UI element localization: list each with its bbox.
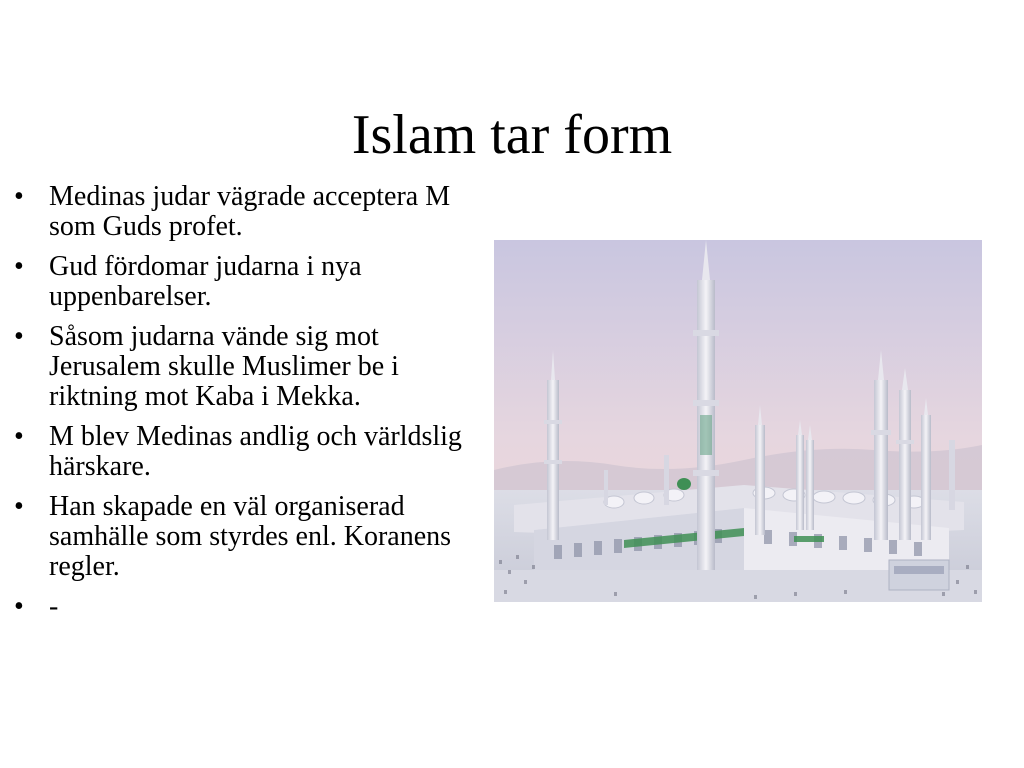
bullet-text: Gud fördomar judarna i nya uppenbarelser.	[49, 251, 362, 312]
bullet-dot-icon: •	[14, 251, 24, 282]
bullet-dot-icon: •	[14, 321, 24, 352]
bullet-item	[14, 492, 494, 582]
slide-title: Islam tar form	[351, 104, 673, 166]
bullet-text: Såsom judarna vände sig mot Jerusalem skulle Muslimer be i riktning mot Kaba i Mekka.	[49, 321, 399, 412]
bullet-item	[14, 182, 494, 242]
bullet-dot-icon: •	[14, 491, 24, 522]
bullet-dot-icon: •	[14, 181, 24, 212]
bullet-text: M blev Medinas andlig och världslig härskare.	[49, 421, 462, 482]
mosque-illustration	[494, 240, 982, 602]
bullet-item	[14, 322, 494, 412]
mosque-photo	[494, 240, 982, 602]
bullet-dot-icon: •	[14, 591, 24, 622]
bullet-text: Han skapade en väl organiserad samhälle som styrdes enl. Koranens regler.	[49, 491, 452, 582]
bullet-item	[14, 422, 494, 482]
bullet-list	[14, 182, 494, 632]
bullet-text: Medinas judar vägrade acceptera M som Guds profet.	[49, 181, 451, 242]
green-dome	[677, 478, 691, 490]
bullet-item	[14, 252, 494, 312]
bullet-text: -	[49, 591, 59, 622]
bullet-dot-icon: •	[14, 421, 24, 452]
bullet-item	[14, 592, 494, 622]
